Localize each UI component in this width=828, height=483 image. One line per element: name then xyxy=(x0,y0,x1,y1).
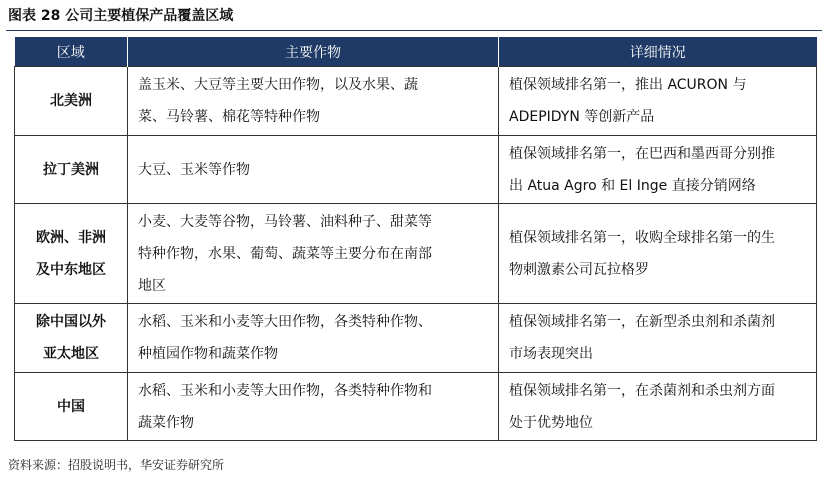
region-line: 北美洲 xyxy=(50,93,92,109)
header-crops: 主要作物 xyxy=(128,37,499,67)
crops-cell xyxy=(128,304,499,373)
region-line: 欧洲、非洲 xyxy=(36,229,106,246)
crops-line: 种植园作物和蔬菜作物 xyxy=(138,346,278,362)
product-coverage-table xyxy=(14,37,817,441)
details-cell xyxy=(499,67,817,136)
details-line: 市场表现突出 xyxy=(509,346,593,362)
crops-line: 水稻、玉米和小麦等大田作物，各类特种作物、 xyxy=(138,314,432,330)
details-line: 植保领域排名第一，在巴西和墨西哥分别推 xyxy=(509,145,775,162)
region-line: 拉丁美洲 xyxy=(43,161,99,178)
figure-title: 图表 28 公司主要植保产品覆盖区域 xyxy=(8,8,234,24)
details-line: 植保领域排名第一，收购全球排名第一的生 xyxy=(509,229,775,246)
details-cell xyxy=(499,136,817,204)
crops-cell xyxy=(128,373,499,441)
crops-line: 盖玉米、大豆等主要大田作物，以及水果、蔬 xyxy=(138,77,418,93)
crops-line: 特种作物，水果、葡萄、蔬菜等主要分布在南部 xyxy=(138,245,432,262)
region-cell xyxy=(15,204,128,304)
table-header-row xyxy=(15,37,817,67)
details-cell xyxy=(499,204,817,304)
crops-line: 蔬菜作物 xyxy=(138,414,194,431)
region-cell xyxy=(15,304,128,373)
details-cell xyxy=(499,304,817,373)
details-line: 植保领域排名第一，在新型杀虫剂和杀菌剂 xyxy=(509,314,775,330)
details-line: ADEPIDYN 等创新产品 xyxy=(509,109,655,125)
crops-line: 菜、马铃薯、棉花等特种作物 xyxy=(138,109,320,125)
crops-cell xyxy=(128,67,499,136)
table-row xyxy=(15,304,817,373)
region-cell xyxy=(15,373,128,441)
crops-line: 小麦、大麦等谷物，马铃薯、油料种子、甜菜等 xyxy=(138,213,432,230)
region-line: 亚太地区 xyxy=(43,346,99,362)
crops-line: 大豆、玉米等作物 xyxy=(138,161,250,178)
table-row xyxy=(15,136,817,204)
details-line: 处于优势地位 xyxy=(509,414,593,431)
crops-cell xyxy=(128,204,499,304)
header-region: 区域 xyxy=(15,37,128,67)
region-line: 除中国以外 xyxy=(36,314,106,330)
title-divider xyxy=(6,30,822,31)
details-line: 植保领域排名第一，在杀菌剂和杀虫剂方面 xyxy=(509,382,775,399)
crops-line: 地区 xyxy=(138,277,166,294)
details-line: 植保领域排名第一，推出 ACURON 与 xyxy=(509,77,747,93)
crops-cell xyxy=(128,136,499,204)
details-line: 出 Atua Agro 和 El Inge 直接分销网络 xyxy=(509,177,756,194)
details-line: 物刺激素公司瓦拉格罗 xyxy=(509,261,649,278)
table-row xyxy=(15,204,817,304)
region-cell xyxy=(15,67,128,136)
header-details: 详细情况 xyxy=(499,37,817,67)
source-note: 资料来源：招股说明书，华安证券研究所 xyxy=(8,458,225,472)
region-cell xyxy=(15,136,128,204)
table-row xyxy=(15,373,817,441)
table-row xyxy=(15,67,817,136)
crops-line: 水稻、玉米和小麦等大田作物，各类特种作物和 xyxy=(138,382,432,399)
details-cell xyxy=(499,373,817,441)
region-line: 及中东地区 xyxy=(36,261,106,278)
region-line: 中国 xyxy=(57,398,85,415)
